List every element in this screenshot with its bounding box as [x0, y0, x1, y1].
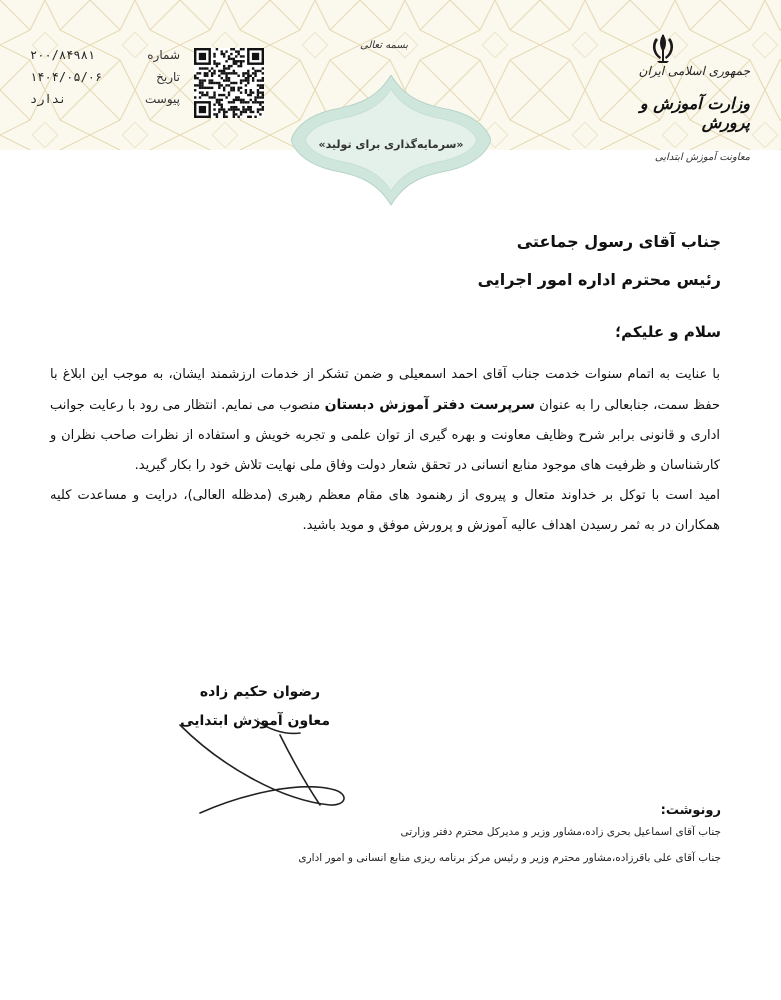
meta-value: ندارد: [30, 92, 67, 106]
meta-value: ۲۰۰/۸۴۹۸۱: [30, 48, 96, 62]
meta-label: تاریخ: [156, 70, 180, 84]
letter-body: [50, 360, 720, 541]
org-country: جمهوری اسلامی ایران: [638, 64, 750, 78]
signatory-name: رضوان حکیم زاده: [199, 684, 320, 700]
paragraph-text: با عنایت به اتمام سنوات خدمت جناب آقای احمد اسمعیلی و ضمن تشکر از خدمات ارزشمند ایشان، به موجب این ابلاغ با حفظ سمت، جنابعالی را به عنوان: [50, 367, 720, 413]
paragraph-text: منصوب می نمایم. انتظار می رود با رعایت جوانب اداری و قانونی برابر شرح وظایف معاونت و بهره گیری از توان علمی و تجربه خویش و استفاده از نظرات صاحب نظران و کارشناسان و ظرفیت های موجود منابع انسانی در تحقق شعار دولت وفاق ملی نهایت تلاش خود را بکار گیرید.: [50, 398, 720, 473]
letter-meta: [30, 44, 180, 110]
paragraph-1: [50, 360, 720, 481]
recipient-title: رئیس محترم اداره امور اجرایی: [477, 270, 721, 289]
meta-date: [30, 66, 180, 88]
qr-code-icon: [194, 48, 264, 118]
meta-number: [30, 44, 180, 66]
cc-item: جناب آقای علی باقرزاده،مشاور محترم وزیر و رئیس مرکز برنامه ریزی منابع انسانی و امور اداری: [298, 852, 721, 864]
cc-item: جناب آقای اسماعیل بحری زاده،مشاور وزیر و مدیرکل محترم دفتر وزارتی: [400, 826, 721, 838]
cc-heading: رونوشت:: [660, 803, 721, 818]
iran-emblem-icon: [648, 32, 678, 64]
signatory-title: معاون آموزش ابتدایی: [180, 713, 330, 729]
greeting: سلام و علیکم؛: [615, 323, 721, 341]
org-ministry: وزارت آموزش و پرورش: [639, 94, 750, 132]
meta-attachment: [30, 88, 180, 110]
meta-value: ۱۴۰۴/۰۵/۰۶: [30, 70, 103, 84]
slogan-text: «سرمایه‌گذاری برای تولید»: [318, 138, 464, 151]
paragraph-2: امید است با توکل بر خداوند متعال و پیروی از رهنمود های مقام معظم رهبری (مدظله العالی)، درایت و مساعدت کلیه همکاران در به ثمر رسیدن اهداف عالیه آموزش و پرورش موفق و موید باشید.: [50, 488, 720, 533]
recipient-name: جناب آقای رسول جماعتی: [516, 232, 721, 251]
meta-label: پیوست: [145, 92, 180, 106]
org-department: معاونت آموزش ابتدایی: [654, 152, 750, 163]
meta-label: شماره: [147, 48, 180, 62]
basmala: بسمه تعالی: [360, 40, 409, 51]
appointment-position: سرپرست دفتر آموزش دبستان: [324, 397, 535, 413]
